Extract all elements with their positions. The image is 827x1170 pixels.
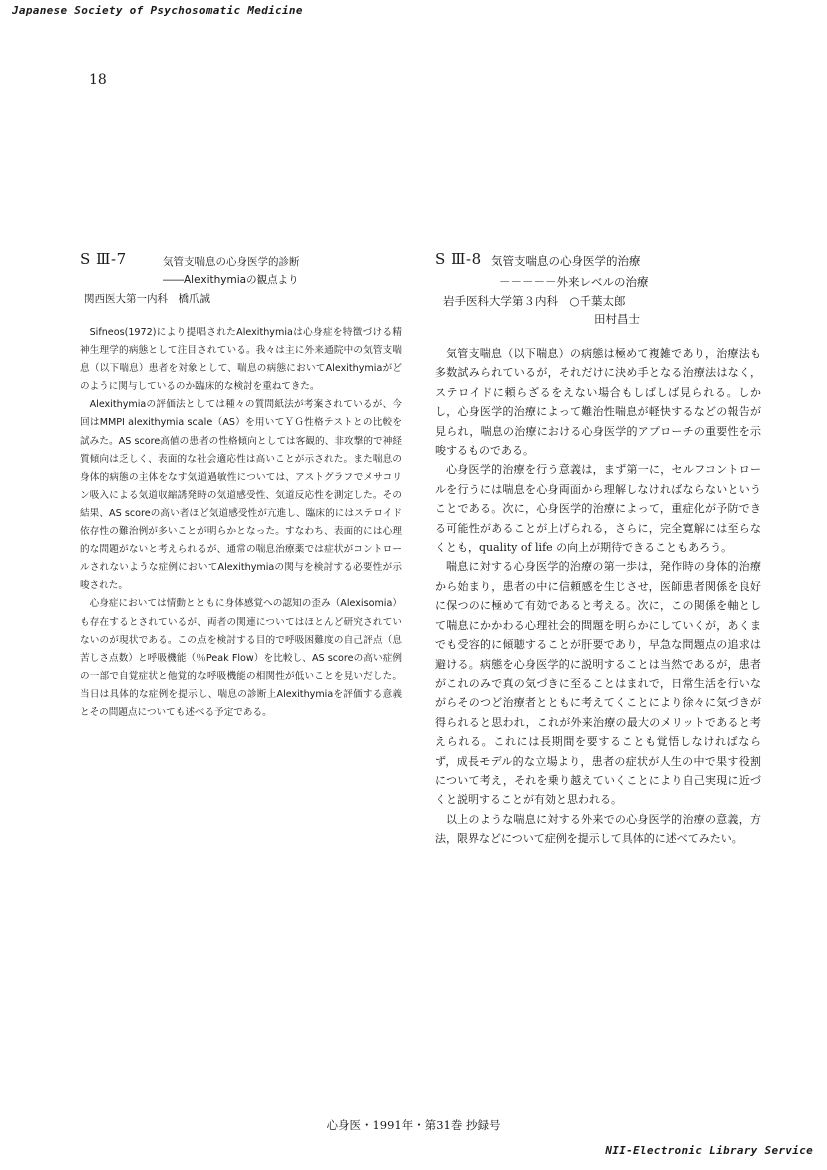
abstract-s3-7 xyxy=(80,250,408,722)
society-header: Japanese Society of Psychosomatic Medicine xyxy=(12,4,303,17)
abstract-authors: 関西医大第一内科 橋爪誠 xyxy=(84,293,210,305)
abstract-header xyxy=(80,250,408,316)
abstract-id: S Ⅲ-7 xyxy=(80,250,127,268)
abstract-header xyxy=(435,250,765,326)
body-paragraph: 以上のような喘息に対する外来での心身医学的治療の意義，方法，限界などについて症例を提示して具体的に述べてみたい。 xyxy=(435,812,761,846)
page-number: 18 xyxy=(89,72,107,88)
abstract-id: S Ⅲ-8 xyxy=(435,250,482,268)
body-paragraph: 心身症においては情動とともに身体感覚への認知の歪み（Alexisomia）も存在するとされているが、両者の関連についてはほとんど研究されていないのが現状である。この点を検討する目的で呼吸困難度の自己評点（息苦しさ点数）と呼吸機能（％Peak Flow）を比較し、AS scoreの高い症例の一部で自覚症状と他覚的な呼吸機能の相関性が低いことを見いだした。当日は具体的な症例を提示し、喘息の診断上Alexithymiaを評価する意義とその問題点についても述べる予定である。 xyxy=(80,598,402,718)
body-paragraph: 喘息に対する心身医学的治療の第一歩は，発作時の身体的治療から始まり，患者の中に信頼感を生じさせ，医師患者関係を良好に保つのに極めて有効であると考える。次に，この関係を軸として喘息にかかわる心理社会的問題を明らかにしていくが，あくまでも受容的に傾聴することが肝要であり，早急な問題点の追求は避ける。病態を心身医学的に説明することは当然であるが，患者がこれのみで真の気づきに至ることはまれで，日常生活を行いながらそのつど治療者とともに考えてくことにより徐々に気づきが得られると思われ，これが外来治療の最大のメリットであると考えられる。これには長期間を要することも覚悟しなければならず，成長モデル的な立場より，患者の症状が人生の中で果す役割について考え，それを乗り越えていくことにより自己実現に近づくと説明することが有効と思われる。 xyxy=(435,560,761,807)
body-paragraph: 心身医学的治療を行う意義は，まず第一に，セルフコントロールを行うには喘息を心身両面から理解しなければならないということである。次に，心身医学的治療によって，重症化が予防できる可能性があることが上げられる，さらに，完全寛解には至らなくとも，quality of life の向上が期待できることもあろう。 xyxy=(435,463,761,555)
abstract-title: 気管支喘息の心身医学的治療 xyxy=(491,254,641,268)
abstract-coauthor: 田村昌士 xyxy=(594,312,640,326)
abstract-s3-8 xyxy=(435,250,765,849)
abstract-body xyxy=(435,344,761,849)
abstract-body xyxy=(80,324,402,722)
body-paragraph: Sifneos(1972)により提唱されたAlexithymiaは心身症を特徴づける精神生理学的病態として注目されている。我々は主に外来通院中の気管支喘息（以下喘息）患者を対象として、喘息の病態においてAlexithymiaがどのように関与しているのか臨床的な検討を重ねてきた。 xyxy=(80,327,402,393)
abstract-authors: 岩手医科大学第３内科 ○千葉太郎 xyxy=(443,294,626,308)
abstract-subtitle: －－－－－外来レベルの治療 xyxy=(499,275,649,289)
library-service-footer: NII-Electronic Library Service xyxy=(605,1144,813,1157)
body-paragraph: 気管支喘息（以下喘息）の病態は極めて複雑であり，治療法も多数試みられているが，それだけに決め手となる治療法はなく，ステロイドに頼らざるをえない場合もしばしば見られる。しかし，心身医学的治療によって難治性喘息が軽快するなどの報告が見られ，喘息の治療における心身医学的アプローチの重要性を示唆するものである。 xyxy=(435,347,761,458)
body-paragraph: Alexithymiaの評価法としては種々の質問紙法が考案されているが、今回はMMPI alexithymia scale（AS）を用いてＹＧ性格テストとの比較を試みた。AS score高値の患者の性格傾向としては客観的、非攻撃的で神経質傾向は乏しく、表面的な社会適応性は高いことが示された。また喘息の身体的病態の主体をなす気道過敏性については、アストグラフでメサコリン吸入による気道収縮誘発時の気道感受性、気道反応性を測定した。その結果、AS scoreの高い者ほど気道感受性が亢進し、臨床的にはステロイド依存性の難治例が多いことが明らかとなった。すなわち、表面的には心理的な問題がないと考えられるが、通常の喘息治療薬では症状がコントロールされないような症例においてAlexithymiaの関与を検討する必要性が示唆された。 xyxy=(80,399,402,592)
abstract-subtitle: ――Alexithymiaの観点より xyxy=(163,274,299,286)
journal-footer: 心身医・1991年・第31巻 抄録号 xyxy=(326,1118,501,1132)
abstract-title: 気管支喘息の心身医学的診断 xyxy=(163,256,300,268)
